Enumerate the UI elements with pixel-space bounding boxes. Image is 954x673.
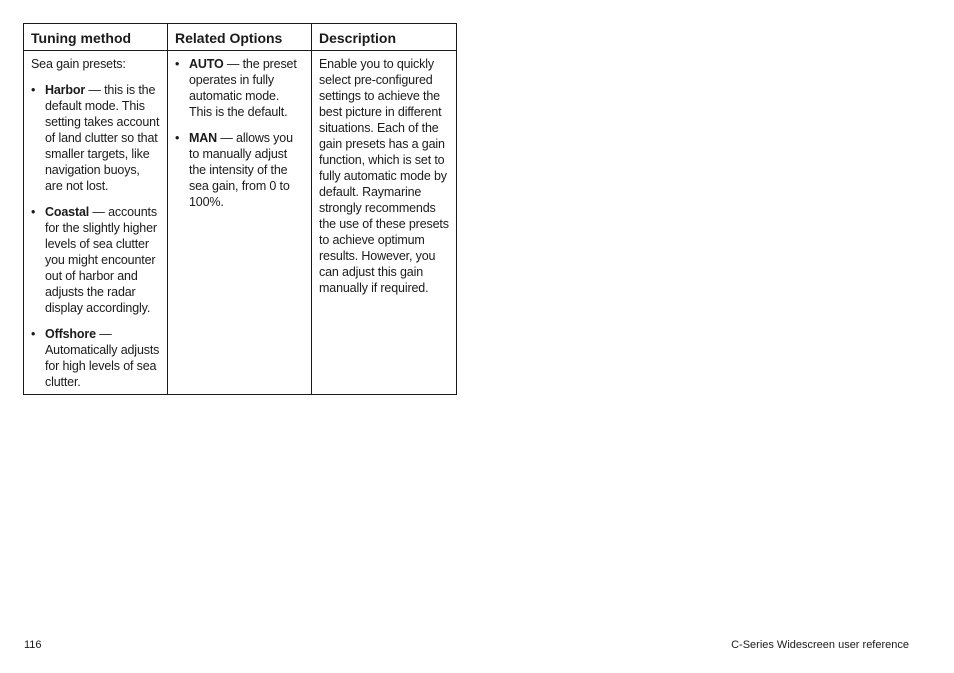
document-title: C-Series Widescreen user reference (731, 639, 909, 651)
desc-coastal: — accounts for the slightly higher levels of sea clutter you might encounter out of harbor and adjusts the radar display accordingly. (45, 205, 157, 315)
desc-man: — allows you to manually adjust the intensity of the sea gain, from 0 to 100%. (189, 131, 293, 209)
options-list (175, 56, 304, 210)
term-auto: AUTO (189, 57, 224, 71)
list-item-offshore (31, 326, 160, 390)
cell-tuning-method (24, 51, 168, 395)
term-offshore: Offshore (45, 327, 96, 341)
list-item-auto (175, 56, 304, 120)
table-header-row (24, 24, 457, 51)
desc-auto: — the preset operates in fully automatic mode. This is the default. (189, 57, 297, 119)
cell-related-options (168, 51, 312, 395)
desc-offshore: — Automatically adjusts for high levels of sea clutter. (45, 327, 160, 389)
bullet-marker: • (175, 131, 180, 145)
bullet-marker: • (31, 327, 36, 341)
term-harbor: Harbor (45, 83, 86, 97)
sea-gain-presets-intro: Sea gain presets: (31, 57, 126, 71)
term-coastal: Coastal (45, 205, 90, 219)
term-man: MAN (189, 131, 218, 145)
list-item-man (175, 130, 304, 210)
sea-gain-table (23, 23, 457, 395)
header-tuning-method: Tuning method (24, 24, 168, 51)
bullet-marker: • (31, 83, 36, 97)
page-number: 116 (24, 639, 42, 651)
bullet-marker: • (175, 57, 180, 71)
list-item-coastal (31, 204, 160, 316)
cell-description: Enable you to quickly select pre-configured settings to achieve the best picture in different situations. Each of the gain presets has a gain function, which is set to fully automatic mode by default. Raymarine strongly recommends the use of these presets to achieve optimum results. However, you can adjust this gain manually if required. (312, 51, 457, 395)
header-description: Description (312, 24, 457, 51)
list-item-harbor (31, 82, 160, 194)
header-related-options: Related Options (168, 24, 312, 51)
preset-list (31, 82, 160, 390)
bullet-marker: • (31, 205, 36, 219)
desc-harbor: — this is the default mode. This setting takes account of land clutter so that smaller targets, like navigation buoys, are not lost. (45, 83, 160, 193)
table-row (24, 51, 457, 395)
